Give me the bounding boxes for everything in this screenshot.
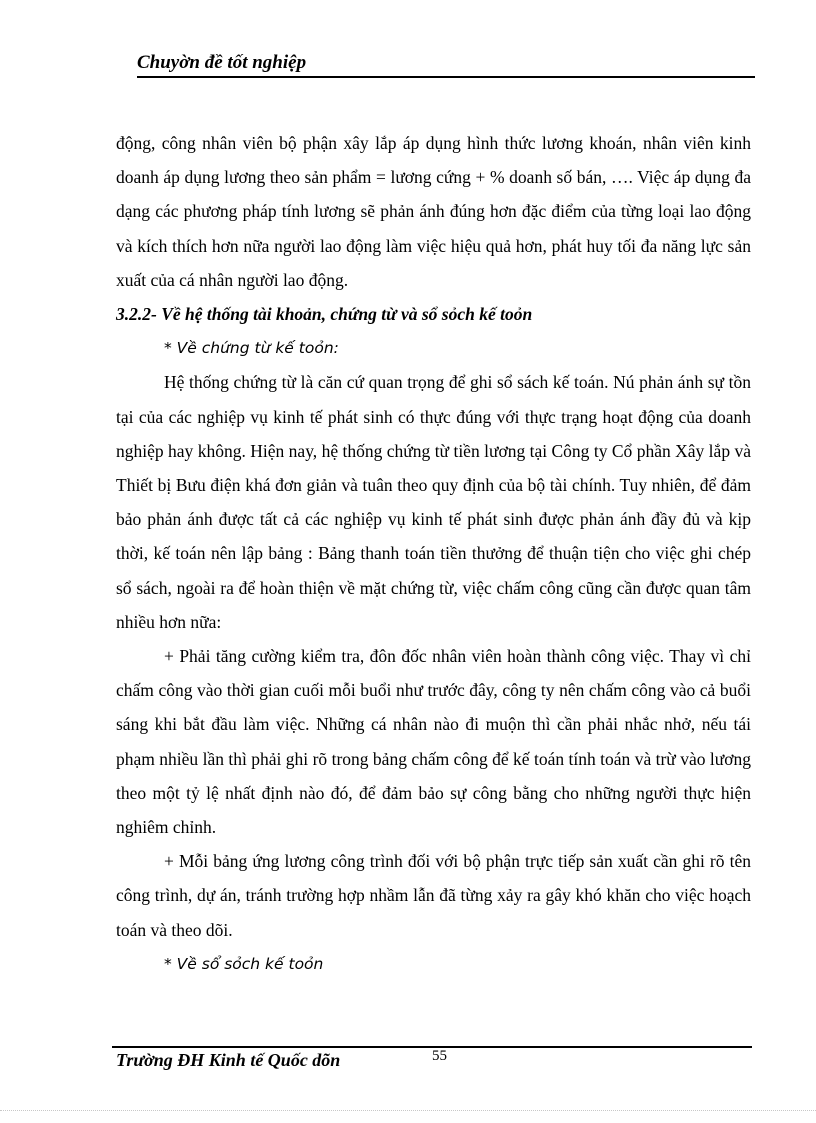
page-edge-divider <box>0 1110 816 1111</box>
header-title: Chuyờn đề tốt nghiệp <box>137 52 307 73</box>
paragraph-advance-salary: + Mỗi bảng ứng lương công trình đối với bộ phận trực tiếp sản xuất cần ghi rõ tên công trình, dự án, tránh trường hợp nhầm lẫn đã từng xảy ra gây khó khăn cho việc hoạch toán và theo dõi. <box>116 851 751 940</box>
document-body <box>116 126 751 981</box>
section-heading: 3.2.2- Về hệ thống tài khoản, chứng từ và sổ sỏch kế toỏn <box>116 304 533 325</box>
subheading-ledgers: * Về sổ sỏch kế toỏn <box>164 954 324 973</box>
paragraph-continuation: động, công nhân viên bộ phận xây lắp áp dụng hình thức lương khoán, nhân viên kinh doanh áp dụng lương theo sản phẩm = lương cứng + % doanh số bán, …. Việc áp dụng đa dạng các phương pháp tính lương sẽ phản ánh đúng hơn đặc điểm của từng loại lao động và kích thích hơn nữa người lao động làm việc hiệu quả hơn, phát huy tối đa năng lực sản xuất của cá nhân người lao động. <box>116 133 751 290</box>
paragraph-vouchers: Hệ thống chứng từ là căn cứ quan trọng để ghi sổ sách kế toán. Nú phản ánh sự tồn tại của các nghiệp vụ kinh tế phát sinh có thực đúng với thực trạng hoạt động của doanh nghiệp hay không. Hiện nay, hệ thống chứng từ tiền lương tại Công ty Cổ phần Xây lắp và Thiết bị Bưu điện khá đơn giản và tuân theo quy định của bộ tài chính. Tuy nhiên, để đảm bảo phản ánh được tất cả các nghiệp vụ kinh tế phát sinh được phản ánh đầy đủ và kịp thời, kế toán nên lập bảng : Bảng thanh toán tiền thưởng để thuận tiện cho việc ghi chép sổ sách, ngoài ra để hoàn thiện về mặt chứng từ, việc chấm công cũng cần được quan tâm nhiều hơn nữa: <box>116 372 751 632</box>
subheading-vouchers: * Về chứng từ kế toỏn: <box>164 339 339 358</box>
footer-school: Trường ĐH Kinh tế Quốc dõn <box>116 1050 341 1070</box>
paragraph-attendance: + Phải tăng cường kiểm tra, đôn đốc nhân viên hoàn thành công việc. Thay vì chỉ chấm công vào thời gian cuối mỗi buổi như trước đây, công ty nên chấm công vào cả buổi sáng khi bắt đầu làm việc. Những cá nhân nào đi muộn thì cần phải nhắc nhở, nếu tái phạm nhiều lần thì phải ghi rõ trong bảng chấm công để kế toán tính toán và trừ vào lương theo một tỷ lệ nhất định nào đó, để đảm bảo sự công bằng cho những người thực hiện nghiêm chỉnh. <box>116 646 751 838</box>
page-number: 55 <box>432 1048 447 1064</box>
header-rule <box>137 76 755 78</box>
